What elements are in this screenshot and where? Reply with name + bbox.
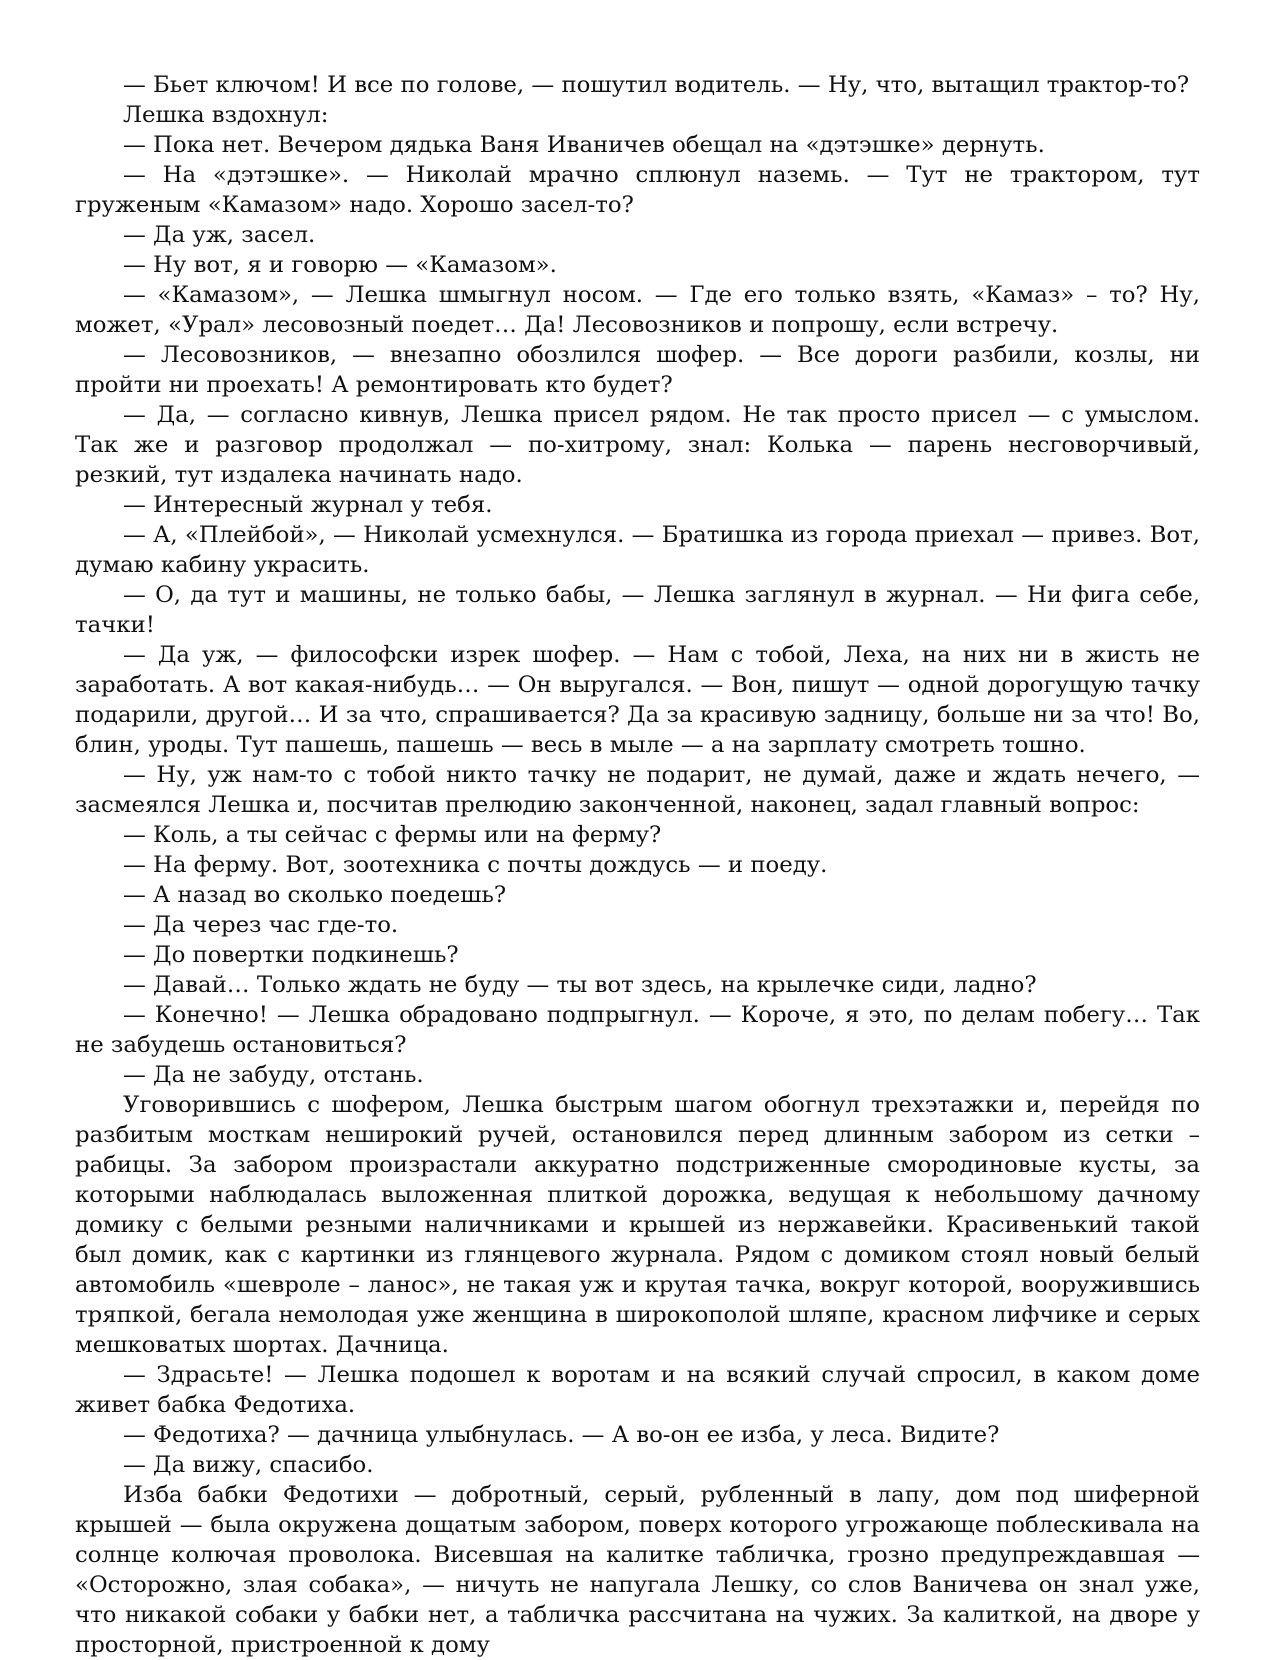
paragraph: — Интересный журнал у тебя.	[123, 492, 493, 518]
paragraph: Изба бабки Федотихи — добротный, серый, рубленный в лапу, дом под шиферной крышей — была окружена дощатым забором, поверх которого угрожающе поблескивала на солнце колючая проволока. Висевшая на калитке табличка, грозно предупреждавшая — «Осторожно, злая собака», — ничуть не напугала Лешку, со слов Ваничева он знал уже, что никакой собаки у бабки нет, а табличка рассчитана на чужих. За калиткой, на дворе у просторной, пристроенной к дому	[75, 1482, 1200, 1658]
paragraph: — Да уж, засел.	[123, 222, 316, 248]
paragraph: — На ферму. Вот, зоотехника с почты дождусь — и поеду.	[123, 852, 828, 878]
paragraph: — Да вижу, спасибо.	[123, 1452, 374, 1478]
paragraph: — Ну, уж нам-то с тобой никто тачку не подарит, не думай, даже и ждать нечего, — засмеялся Лешка и, посчитав прелюдию законченной, наконец, задал главный вопрос:	[75, 762, 1200, 818]
paragraph: — На «дэтэшке». — Николай мрачно сплюнул наземь. — Тут не трактором, тут груженым «Камазом» надо. Хорошо засел-то?	[75, 162, 1200, 218]
paragraph: — Да уж, — философски изрек шофер. — Нам с тобой, Леха, на них ни в жисть не заработать. А вот какая-нибудь… — Он выругался. — Вон, пишут — одной дорогущую тачку подарили, другой… И за что, спрашивается? Да за красивую задницу, больше ни за что! Во, блин, уроды. Тут пашешь, пашешь — весь в мыле — а на зарплату смотреть тошно.	[75, 642, 1200, 758]
paragraph: — Давай… Только ждать не буду — ты вот здесь, на крылечке сиди, ладно?	[123, 972, 1037, 998]
paragraph: — Да не забуду, отстань.	[123, 1062, 424, 1088]
paragraph: — Конечно! — Лешка обрадовано подпрыгнул. — Короче, я это, по делам побегу… Так не забудешь остановиться?	[75, 1002, 1200, 1058]
paragraph: — Коль, а ты сейчас с фермы или на ферму?	[123, 822, 662, 848]
page-text	[75, 70, 1200, 1660]
paragraph: Лешка вздохнул:	[123, 102, 329, 128]
paragraph: — Здрасьте! — Лешка подошел к воротам и на всякий случай спросил, в каком доме живет бабка Федотиха.	[75, 1362, 1200, 1418]
paragraph: — О, да тут и машины, не только бабы, — Лешка заглянул в журнал. — Ни фига себе, тачки!	[75, 582, 1200, 638]
paragraph: — А, «Плейбой», — Николай усмехнулся. — Братишка из города приехал — привез. Вот, думаю кабину украсить.	[75, 522, 1200, 578]
paragraph: — Федотиха? — дачница улыбнулась. — А во-он ее изба, у леса. Видите?	[123, 1422, 1000, 1448]
paragraph: — Бьет ключом! И все по голове, — пошутил водитель. — Ну, что, вытащил трактор-то?	[123, 72, 1190, 98]
paragraph: — До повертки подкинешь?	[123, 942, 459, 968]
paragraph: — «Камазом», — Лешка шмыгнул носом. — Где его только взять, «Камаз» – то? Ну, может, «Урал» лесовозный поедет… Да! Лесовозников и попрошу, если встречу.	[75, 282, 1200, 338]
paragraph: Уговорившись с шофером, Лешка быстрым шагом обогнул трехэтажки и, перейдя по разбитым мосткам неширокий ручей, остановился перед длинным забором из сетки – рабицы. За забором произрастали аккуратно подстриженные смородиновые кусты, за которыми наблюдалась выложенная плиткой дорожка, ведущая к небольшому дачному домику с белыми резными наличниками и крышей из нержавейки. Красивенький такой был домик, как с картинки из глянцевого журнала. Рядом с домиком стоял новый белый автомобиль «шевроле – ланос», не такая уж и крутая тачка, вокруг которой, вооружившись тряпкой, бегала немолодая уже женщина в широкополой шляпе, красном лифчике и серых мешковатых шортах. Дачница.	[75, 1092, 1200, 1358]
paragraph: — Лесовозников, — внезапно обозлился шофер. — Все дороги разбили, козлы, ни пройти ни проехать! А ремонтировать кто будет?	[75, 342, 1200, 398]
paragraph: — А назад во сколько поедешь?	[123, 882, 507, 908]
paragraph: — Пока нет. Вечером дядька Ваня Иваничев обещал на «дэтэшке» дернуть.	[123, 132, 1045, 158]
paragraph: — Да через час где-то.	[123, 912, 399, 938]
paragraph: — Да, — согласно кивнув, Лешка присел рядом. Не так просто присел — с умыслом. Так же и разговор продолжал — по-хитрому, знал: Колька — парень несговорчивый, резкий, тут издалека начинать надо.	[75, 402, 1200, 488]
paragraph: — Ну вот, я и говорю — «Камазом».	[123, 252, 557, 278]
